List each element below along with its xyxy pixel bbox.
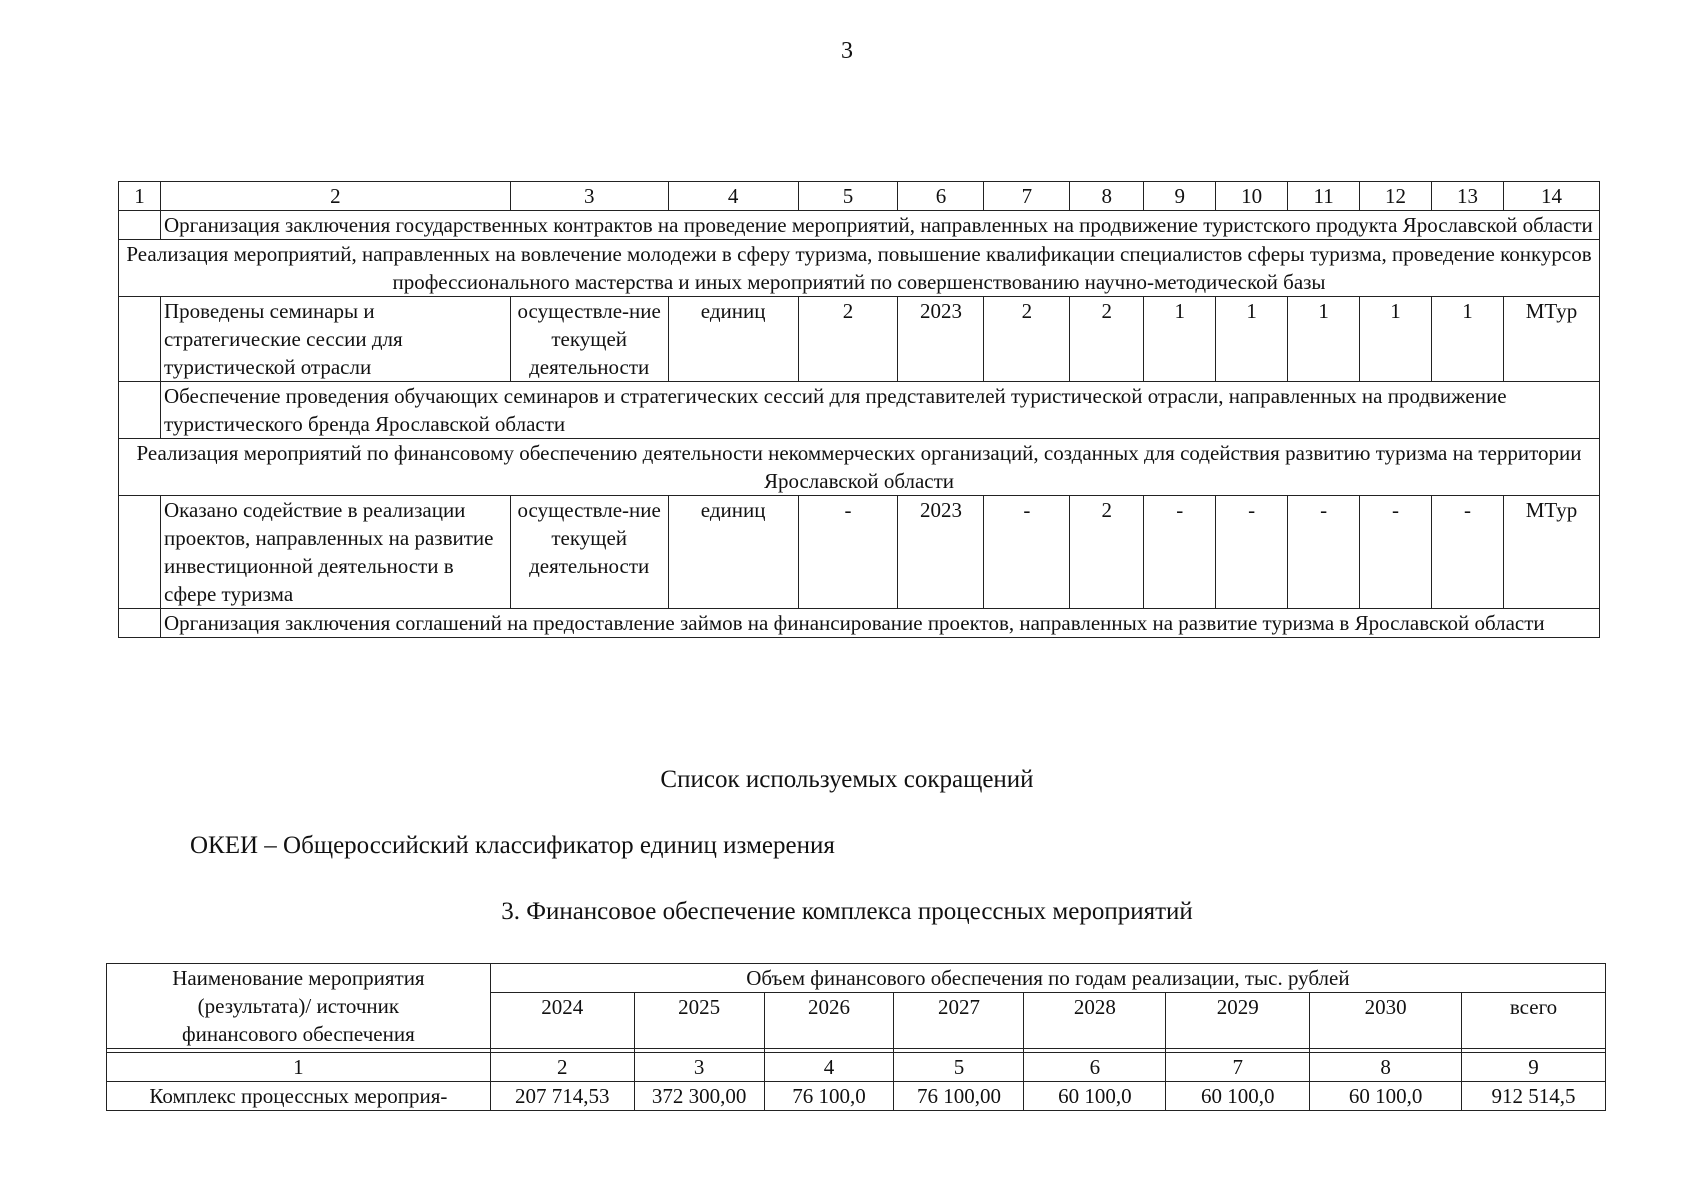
result-value-2028: 1	[1288, 297, 1360, 382]
col-num: 14	[1503, 182, 1599, 211]
financing-row-name: Комплекс процессных мероприя-	[107, 1082, 491, 1111]
financing-header-row	[107, 964, 1606, 993]
volume-header: Объем финансового обеспечения по годам реализации, тыс. рублей	[490, 964, 1605, 993]
section-title: Реализация мероприятий, направленных на вовлечение молодежи в сферу туризма, повышение квалификации специалистов сферы туризма, проведение конкурсов профессионального мастерства и иных мероприятий по совершенствованию научно-методической базы	[119, 240, 1600, 297]
col-num: 2	[160, 182, 510, 211]
year-header: 2027	[894, 993, 1024, 1049]
col-num: 1	[107, 1053, 491, 1082]
col-num: 9	[1144, 182, 1216, 211]
col-num: 6	[1024, 1053, 1166, 1082]
col-num: 1	[119, 182, 161, 211]
result-name: Проведены семинары и стратегические сессии для туристической отрасли	[160, 297, 510, 382]
financing-row	[107, 1082, 1606, 1111]
result-responsible: МТур	[1503, 297, 1599, 382]
result-value-2029: 1	[1360, 297, 1432, 382]
col-num: 10	[1216, 182, 1288, 211]
financing-value-2025: 372 300,00	[634, 1082, 764, 1111]
result-type: осуществле-ние текущей деятельности	[510, 496, 668, 609]
financing-value-2026: 76 100,0	[764, 1082, 894, 1111]
abbreviation-okei: ОКЕИ – Общероссийский классификатор единиц измерения	[190, 832, 835, 859]
col-num: 13	[1432, 182, 1504, 211]
result-row	[119, 496, 1600, 609]
col-num: 4	[764, 1053, 894, 1082]
result-value-2025: 2	[1070, 496, 1144, 609]
task-text: Организация заключения соглашений на предоставление займов на финансирование проектов, направленных на развитие туризма в Ярославской области	[160, 609, 1599, 638]
col-num: 5	[798, 182, 898, 211]
col-num: 3	[634, 1053, 764, 1082]
col-num: 6	[898, 182, 984, 211]
section-row	[119, 240, 1600, 297]
result-value-2026: 1	[1144, 297, 1216, 382]
col-num: 2	[490, 1053, 634, 1082]
col-num: 11	[1288, 182, 1360, 211]
financing-value-2027: 76 100,00	[894, 1082, 1024, 1111]
result-responsible: МТур	[1503, 496, 1599, 609]
page-number: 3	[841, 38, 853, 64]
financing-value-total: 912 514,5	[1462, 1082, 1606, 1111]
result-row	[119, 297, 1600, 382]
result-value-2026: -	[1144, 496, 1216, 609]
financing-value-2028: 60 100,0	[1024, 1082, 1166, 1111]
result-value-2028: -	[1288, 496, 1360, 609]
year-header: 2030	[1310, 993, 1462, 1049]
result-value-2030: 1	[1432, 297, 1504, 382]
result-value-2030: -	[1432, 496, 1504, 609]
result-base-year: 2023	[898, 297, 984, 382]
empty-cell	[119, 211, 161, 240]
empty-cell	[119, 297, 161, 382]
year-header: 2025	[634, 993, 764, 1049]
result-value-2024: -	[984, 496, 1070, 609]
activity-name-header: Наименование мероприятия (результата)/ источник финансового обеспечения	[107, 964, 491, 1049]
col-num: 12	[1360, 182, 1432, 211]
result-base-value: 2	[798, 297, 898, 382]
empty-cell	[119, 382, 161, 439]
result-value-2027: -	[1216, 496, 1288, 609]
year-header: 2028	[1024, 993, 1166, 1049]
empty-cell	[119, 609, 161, 638]
result-name: Оказано содействие в реализации проектов, направленных на развитие инвестиционной деятельности в сфере туризма	[160, 496, 510, 609]
year-header: 2024	[490, 993, 634, 1049]
indicators-table	[118, 181, 1600, 638]
result-value-2025: 2	[1070, 297, 1144, 382]
col-num: 4	[668, 182, 798, 211]
col-num: 9	[1462, 1053, 1606, 1082]
task-text: Обеспечение проведения обучающих семинаров и стратегических сессий для представителей туристической отрасли, направленных на продвижение туристического бренда Ярославской области	[160, 382, 1599, 439]
result-value-2027: 1	[1216, 297, 1288, 382]
year-header: 2026	[764, 993, 894, 1049]
year-header: 2029	[1166, 993, 1310, 1049]
financing-table	[106, 963, 1606, 1111]
section-title: Реализация мероприятий по финансовому обеспечению деятельности некоммерческих организаций, созданных для содействия развитию туризма на территории Ярославской области	[119, 439, 1600, 496]
task-row	[119, 609, 1600, 638]
result-value-2029: -	[1360, 496, 1432, 609]
task-row	[119, 211, 1600, 240]
total-header: всего	[1462, 993, 1606, 1049]
column-number-row	[119, 182, 1600, 211]
result-base-year: 2023	[898, 496, 984, 609]
section-3-title: 3. Финансовое обеспечение комплекса процессных мероприятий	[501, 898, 1193, 925]
result-unit: единиц	[668, 297, 798, 382]
col-num: 8	[1070, 182, 1144, 211]
task-row	[119, 382, 1600, 439]
col-num: 3	[510, 182, 668, 211]
abbreviations-title: Список используемых сокращений	[660, 766, 1034, 793]
financing-value-2030: 60 100,0	[1310, 1082, 1462, 1111]
financing-value-2024: 207 714,53	[490, 1082, 634, 1111]
financing-value-2029: 60 100,0	[1166, 1082, 1310, 1111]
result-value-2024: 2	[984, 297, 1070, 382]
result-type: осуществле-ние текущей деятельности	[510, 297, 668, 382]
empty-cell	[119, 496, 161, 609]
col-num: 7	[984, 182, 1070, 211]
result-unit: единиц	[668, 496, 798, 609]
section-row	[119, 439, 1600, 496]
result-base-value: -	[798, 496, 898, 609]
col-num: 5	[894, 1053, 1024, 1082]
col-num: 8	[1310, 1053, 1462, 1082]
task-text: Организация заключения государственных контрактов на проведение мероприятий, направленных на продвижение туристского продукта Ярославской области	[160, 211, 1599, 240]
financing-column-number-row	[107, 1053, 1606, 1082]
col-num: 7	[1166, 1053, 1310, 1082]
